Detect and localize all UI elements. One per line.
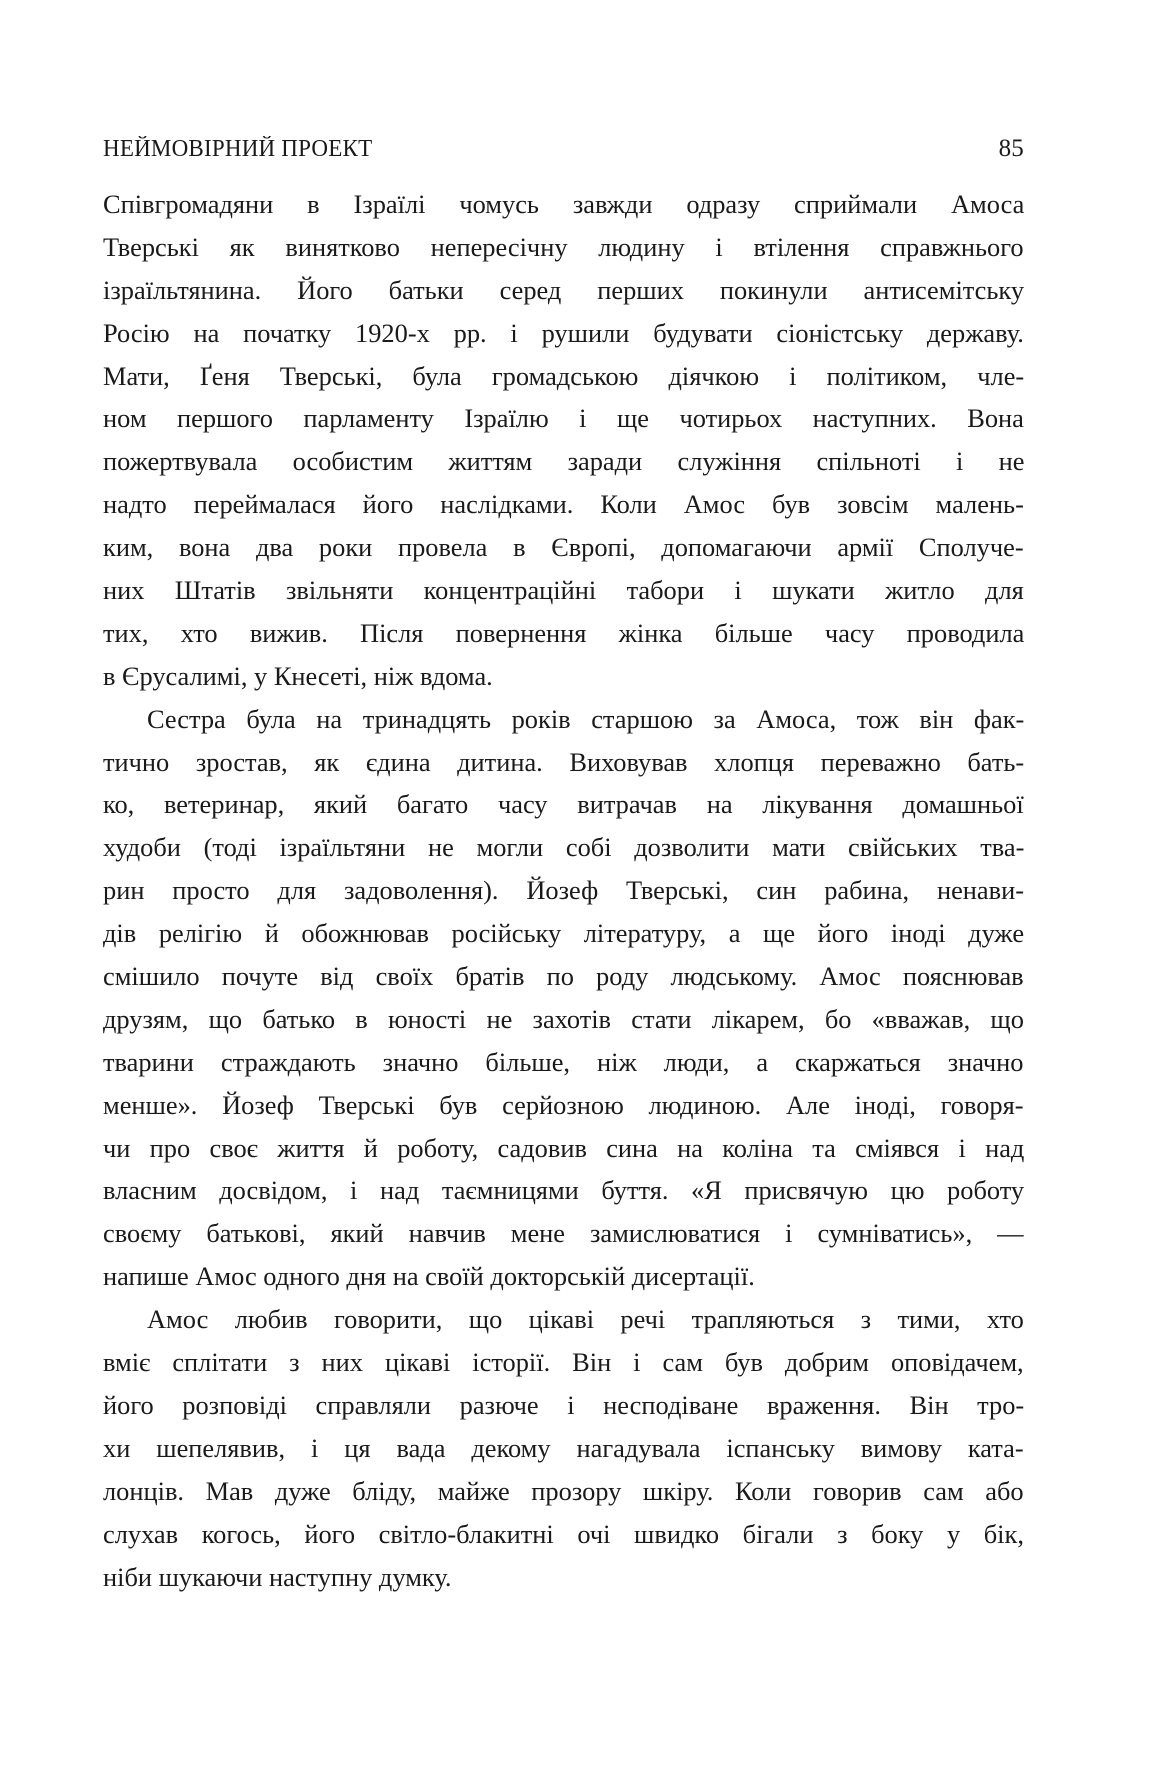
text-line: тварини страждають значно більше, ніж люди, а скаржаться значно [103, 1046, 1024, 1077]
text-line-first-indented: Амос любив говорити, що цікаві речі трапляються з тими, хто [147, 1304, 1024, 1335]
text-line: чи про своє життя й роботу, садовив сина на коліна та сміявся і над [103, 1132, 1025, 1163]
paragraph-2 [103, 698, 1024, 1298]
text-line: пожертвувала особистим життям заради служіння спільноті і не [103, 446, 1025, 477]
text-line: Мати, Ґеня Тверські, була громадською діячкою і політиком, чле- [103, 360, 1025, 391]
text-line: друзям, що батько в юності не захотів стати лікарем, бо «вважав, що [103, 1003, 1024, 1034]
paragraph-1 [103, 183, 1024, 698]
text-line: худоби (тоді ізраїльтяни не могли собі дозволити мати свійських тва- [103, 832, 1025, 863]
text-line: них Штатів звільняти концентраційні табори і шукати житло для [103, 575, 1024, 606]
text-line: його розповіді справляли разюче і несподіване враження. Він тро- [103, 1389, 1025, 1420]
text-line: Росію на початку 1920-х рр. і рушили будувати сіоністську державу. [103, 317, 1024, 348]
text-line: Тверські як винятково непересічну людину і втілення справжнього [103, 231, 1024, 262]
text-line-last: напише Амос одного дня на своїй докторській дисертації. [103, 1261, 755, 1292]
text-line: менше». Йозеф Тверські був серйозною людиною. Але іноді, говоря- [103, 1089, 1024, 1120]
text-line: Співгромадяни в Ізраїлі чомусь завжди одразу сприймали Амоса [103, 189, 1025, 219]
text-line: лонців. Мав дуже бліду, майже прозору шкіру. Коли говорив сам або [103, 1475, 1024, 1506]
text-line: надто переймалася його наслідками. Коли Амос був зовсім малень- [103, 489, 1024, 520]
text-line: вміє сплітати з них цікаві історії. Він і сам був добрим оповідачем, [103, 1347, 1024, 1378]
text-line: своєму батькові, який навчив мене замислюватися і сумніватись», — [103, 1218, 1024, 1249]
paragraph-3 [103, 1298, 1024, 1598]
running-header [103, 131, 1024, 167]
text-line: дів релігію й обожнював російську літературу, а ще його іноді дуже [103, 918, 1025, 949]
text-line: тично зростав, як єдина дитина. Виховував хлопця переважно бать- [103, 746, 1025, 777]
text-line-first-indented: Сестра була на тринадцять років старшою за Амоса, тож він фак- [147, 703, 1025, 734]
text-line: ном першого парламенту Ізраїлю і ще чотирьох наступних. Вона [103, 403, 1024, 434]
page-number: 85 [998, 135, 1024, 162]
text-line: тих, хто вижив. Після повернення жінка більше часу проводила [103, 617, 1025, 648]
text-line: ким, вона два роки провела в Європі, допомагаючи армії Сполуче- [103, 532, 1024, 563]
running-title: НЕЙМОВІРНИЙ ПРОЕКТ [103, 136, 373, 162]
text-line: ко, ветеринар, який багато часу витрачав на лікування домашньої [103, 789, 1024, 820]
text-line-last: ніби шукаючи наступну думку. [103, 1561, 452, 1592]
text-line-last: в Єрусалимі, у Кнесеті, ніж вдома. [103, 660, 493, 691]
text-line: хи шепелявив, і ця вада декому нагадувала іспанську вимову ката- [103, 1432, 1024, 1463]
text-line: рин просто для задоволення). Йозеф Тверські, син рабина, ненави- [103, 875, 1024, 906]
body-text [103, 183, 1024, 1598]
text-line: смішило почуте від своїх братів по роду людському. Амос пояснював [103, 961, 1024, 992]
text-line: слухав когось, його світло-блакитні очі швидко бігали з боку у бік, [103, 1518, 1024, 1549]
text-line: ізраїльтянина. Його батьки серед перших покинули антисемітську [103, 274, 1025, 305]
text-line: власним досвідом, і над таємницями буття. «Я присвячую цю роботу [103, 1175, 1025, 1206]
